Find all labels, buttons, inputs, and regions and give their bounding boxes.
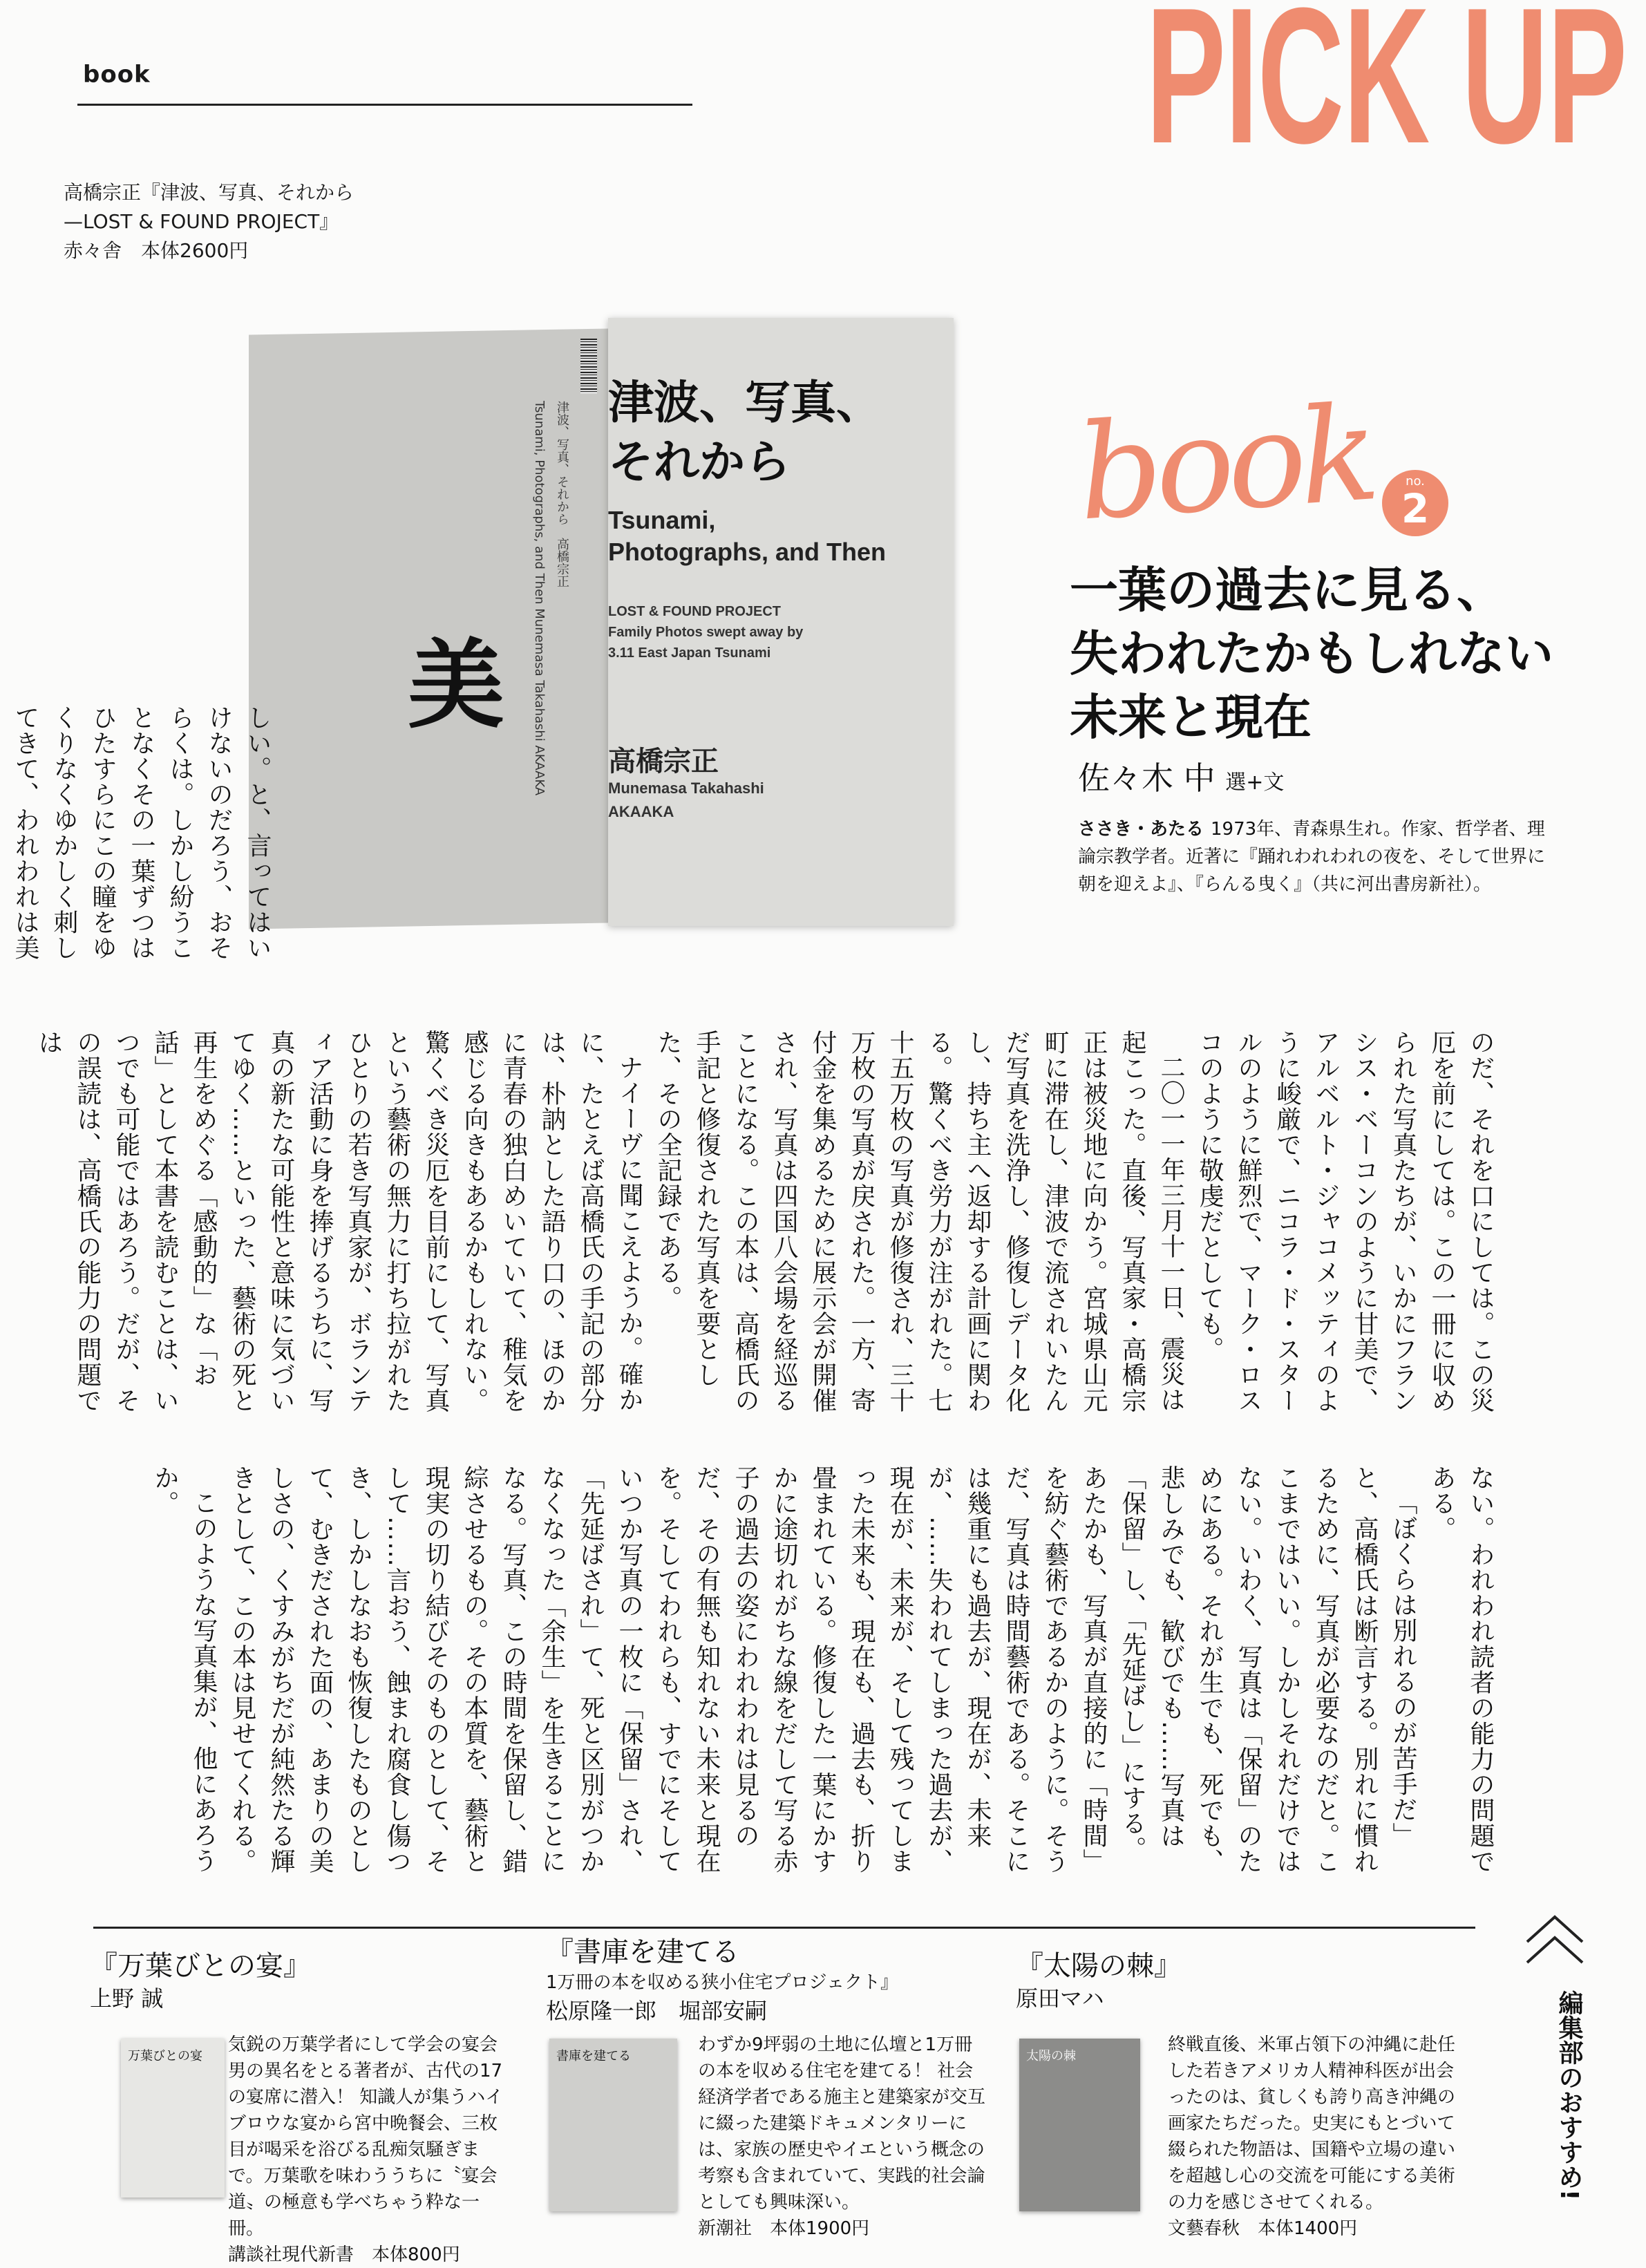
body-middle-p3: ナイーヴに聞こえようか。確かに、たとえば高橋氏の手記の部分は、朴訥とした語り口の、ほのかに青春の独白めいていて、稚気を感じる向きもあるかもしれない。驚くべき災厄を目前にして、写真という藝術の無力に打ち拉がれたひとりの若き写真家が、ボランティア活動に身を捧げるうちに、写真の新たな可能性と意味に気づいてゆく……といった、藝術の死と再生をめぐる「感動的」な「お話」として本書を読むことは、いつでも可能ではあろう。だが、その誤読は、高橋氏の能力の問題では — [35, 1030, 643, 1413]
body-lower-p2: 「ぼくらは別れるのが苦手だ」と、高橋氏は断言する。別れに慣れるために、写真が必要なのだと。ここまではいい。しかしそれだけではない。いわく、写真は「保留」のためにある。それが生でも、死でも、悲しみでも、歓びでも……写真は「保留」し、「先延ばし」にする。あたかも、写真が直接的に「時間」を紡ぐ藝術であるかのように。そうだ、写真は時間藝術である。そこには幾重にも過去が、現在が、未来が、……失われてしまった過去が、現在が、未来が、そして残ってしまった未来も、現在も、過去も、折り畳まれている。修復した一葉にかすかに途切れがちな線をだして写る赤子の過去の姿にわれわれは見るのだ、その有無も知れない未来と現在を。そしてわれらも、すでにそしていつか写真の一枚に「保留」され、「先延ばされ」て、死と区別がつかなくなった「余生」を生きることになる。写真、この時間を保留し、錯綜させるもの。その本質を、藝術と現実の切り結びそのものとして、そして……言おう、蝕まれ腐食し傷つき、しかしなおも恢復したものとして、むきだされた面の、あまりの美しさの、くすみがちだが純然たる輝きとして、この本は見せてくれる。 — [228, 1465, 1417, 1874]
cover-lf-line1: LOST & FOUND PROJECT — [608, 604, 782, 619]
book-info — [64, 178, 354, 265]
profile-name: ささき・あたる — [1078, 819, 1204, 840]
headline-line1: 一葉の過去に見る、 — [1070, 562, 1505, 618]
recommend-desc: わずか9坪弱の土地に仏壇と1万冊の本を収める住宅を建てる！ 社会経済学者である施主と建築家が交互に綴った建築ドキュメンタリーには、家族の歴史やイエという概念の考察も含まれていて、実践的社会論としても興味深い。 — [698, 2034, 986, 2213]
cover-project — [608, 601, 803, 663]
recommend-thumb-title: 太陽の棘 — [1026, 2049, 1076, 2063]
cover-title — [608, 373, 940, 492]
recommend-desc: 終戦直後、米軍占領下の沖縄に赴任した若きアメリカ人精神科医が出会ったのは、貧しくも誇り高き沖縄の画家たちだった。史実にもとづいて綴られた物語は、国籍や立場の違いを超越し心の交流を可能にする美術の力を感じさせてくれる。 — [1168, 2034, 1456, 2213]
section-label: book — [83, 61, 151, 88]
issue-no-label: no. — [1406, 474, 1425, 489]
recommend-thumb — [549, 2039, 677, 2211]
recommend-title: 『万葉びとの宴』 — [90, 1950, 311, 1982]
cover-author-en-name: Munemasa Takahashi — [608, 779, 764, 797]
cover-author: 高橋宗正 — [608, 746, 719, 777]
cover-english-title — [608, 504, 886, 568]
recommend-item — [1016, 1949, 1430, 2014]
recommend-price: 講談社現代新書 本体800円 — [228, 2245, 460, 2265]
recommend-thumb-title: 書庫を建てる — [556, 2049, 631, 2063]
recommend-author: 原田マハ — [1016, 1985, 1104, 2012]
recommend-desc-block — [228, 2032, 504, 2268]
recommend-desc-block — [1168, 2032, 1458, 2242]
drop-character: 美 — [408, 630, 505, 742]
spine-title: 津波、写真、それから 高橋宗正 — [555, 401, 569, 587]
book-cover-image — [249, 318, 954, 926]
book-info-line1: 高橋宗正『津波、写真、それから — [64, 181, 354, 204]
body-middle — [35, 1030, 1500, 1424]
headline-line3: 未来と現在 — [1070, 689, 1312, 746]
cover-en-line1: Tsunami, — [608, 506, 716, 534]
cover-publisher-en: AKAAKA — [608, 803, 674, 820]
recommend-thumb — [121, 2039, 225, 2198]
recommend-price: 新潮社 本体1900円 — [698, 2218, 870, 2239]
byline-name: 佐々木 中 — [1078, 759, 1215, 797]
spine-subtitle: Tsunami, Photographs, and Then Munemasa Takahashi AKAAKA — [532, 401, 547, 796]
editor-pick-badge: 編集部のおすすめ! — [1555, 1990, 1583, 2201]
cover-lf-line2: Family Photos swept away by — [608, 625, 804, 640]
profile-text: 1973年、青森県生れ。作家、哲学者、理論宗教学者。近著に『踊れわれわれの夜を、そして世界に朝を迎えよ』、『らんる曳く』（共に河出書房新社）。 — [1078, 819, 1546, 895]
issue-number: 2 — [1401, 485, 1430, 532]
recommend-author: 松原隆一郎 堀部安嗣 — [546, 1998, 768, 2024]
book-info-line3: 赤々舎 本体2600円 — [64, 239, 249, 262]
byline-role: 選+文 — [1225, 771, 1285, 795]
cover-lf-line3: 3.11 East Japan Tsunami — [608, 645, 771, 661]
recommend-thumb-title: 万葉びとの宴 — [128, 2049, 202, 2063]
cover-author-en — [608, 777, 764, 824]
chevron-up-icon — [1523, 1914, 1587, 1983]
headline-line2: 失われたかもしれない — [1070, 625, 1553, 682]
body-middle-p2: 二〇一一年三月十一日、震災は起こった。直後、写真家・高橋宗正は被災地に向かう。宮城県山元町に滞在し、津波で流されいたんだ写真を洗浄し、修復しデータ化し、持ち主へ返却する計画に関わる。驚くべき労力が注がれた。七十五万枚の写真が修復され、三十万枚の写真が戻された。一方、寄付金を集めるために展示会が開催され、写真は四国八会場を経巡ることになる。この本は、高橋氏の手記と修復された写真を要とした、その全記録である。 — [654, 1030, 1185, 1413]
body-lower — [83, 1465, 1500, 1880]
headline — [1070, 558, 1553, 749]
body-lower-p1: ない。われわれ読者の能力の問題である。 — [1428, 1465, 1495, 1874]
recommend-rule — [93, 1927, 1475, 1929]
recommend-subtitle: 1万冊の本を収める狭小住宅プロジェクト』 — [546, 1972, 899, 1993]
recommend-desc-block — [698, 2032, 988, 2242]
header-rule — [77, 104, 692, 106]
recommend-title: 『書庫を建てる — [546, 1936, 739, 1968]
body-upper — [11, 705, 276, 1002]
issue-number-badge — [1382, 470, 1448, 536]
author-profile — [1078, 815, 1562, 898]
body-upper-text: しい。と、言ってはいけないのだろう、おそらくは。しかし紛うことなくその一葉ずつはひたすらにこの瞳をゆくりなくゆかしく刺してきて、われわれは美 — [11, 705, 272, 961]
pickup-title: PICK UP — [1146, 0, 1627, 184]
recommend-desc: 気鋭の万葉学者にして学会の宴会男の異名をとる著者が、古代の17の宴席に潜入！ 知識人が集うハイブロウな宴から宮中晩餐会、三枚目が喝采を浴びる乱痴気騒ぎまで。万葉歌を味わううちに〝宴会道〟の極意も学べちゃう粋な一冊。 — [228, 2034, 504, 2239]
recommend-item — [546, 1935, 1002, 2026]
body-middle-p1: のだ、それを口にしては。この災厄を前にしては。この一冊に収められた写真たちが、いかにフランシス・ベーコンのように甘美で、アルベルト・ジャコメッティのように峻厳で、ニコラ・ド・スタールのように鮮烈で、マーク・ロスコのように敬虔だとしても。 — [1195, 1030, 1495, 1413]
barcode — [580, 339, 597, 394]
cover-en-line2: Photographs, and Then — [608, 538, 886, 566]
recommend-title: 『太陽の棘』 — [1016, 1950, 1182, 1982]
body-lower-p3: このような写真集が、他にあろうか。 — [151, 1465, 218, 1873]
cover-title-line2: それから — [608, 435, 791, 489]
book-info-line2: —LOST & FOUND PROJECT』 — [64, 210, 339, 233]
byline — [1078, 753, 1284, 799]
recommend-price: 文藝春秋 本体1400円 — [1168, 2218, 1358, 2239]
book-logo: book — [1072, 377, 1377, 550]
cover-title-line1: 津波、写真、 — [608, 376, 882, 429]
recommend-thumb — [1019, 2039, 1140, 2211]
recommend-author: 上野 誠 — [90, 1985, 164, 2012]
recommend-item — [90, 1949, 532, 2014]
